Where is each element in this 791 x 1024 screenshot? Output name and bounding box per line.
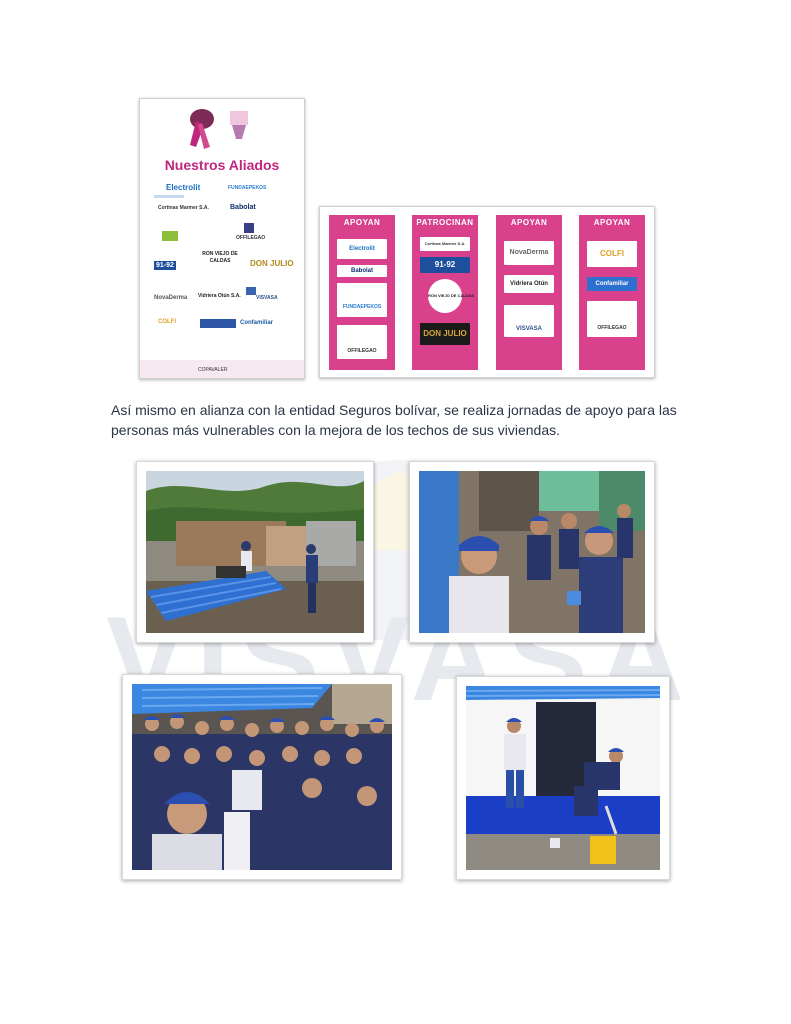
sponsor-logo: Babolat [337,265,387,277]
photo-volunteers-selfie [409,461,655,643]
logo-cortinas: Cortinas Marmer S.A. [158,205,209,211]
sponsor-logo: OFFILEGAO [587,301,637,337]
sponsor-logo: Vidriera Otún [504,275,554,293]
sponsor-column-header: APOYAN [593,218,631,227]
sponsor-column-header: APOYAN [343,218,381,227]
logo-babolat: Babolat [230,204,256,211]
sponsor-logo: RON VIEJO DE CALDAS [428,279,462,313]
sponsor-column-3 [496,215,562,370]
sponsor-banner [319,206,655,378]
sponsor-logo: FUNDAEPEKOS [337,283,387,317]
allies-poster [139,98,305,379]
watermark-text: VISVASA [106,592,694,726]
sponsor-column-2 [412,215,478,370]
sponsor-logo: Cortinas Marmer S.A. [420,237,470,251]
logo-fundaepekos: FUNDAEPEKOS [228,185,267,191]
painting-wall-image [466,686,660,870]
logo-electrolit: Electrolit [166,183,201,192]
sponsor-logo: VISVASA [504,305,554,337]
sponsor-column-4 [579,215,645,370]
poster-title: Nuestros Aliados [164,157,280,173]
group-volunteers-image [132,684,392,870]
sponsor-column-header: PATROCINAN [416,218,474,227]
sponsor-logo: DON JULIO [420,323,470,345]
sponsor-logo: Confamiliar [587,277,637,291]
logo-offilegao: OFFILEGAO [236,235,266,241]
sponsor-logo: 91-92 [420,257,470,273]
volunteers-selfie-image [419,471,645,633]
poster-footer-handle: COPAVALER [198,367,228,373]
photo-group-volunteers [122,674,402,880]
photo-painting-wall [456,676,670,880]
racket-ribbon-icon [180,105,260,155]
sponsor-logo: OFFILEGAO [337,325,387,359]
logo-confamiliar: Confamiliar [240,320,274,326]
sponsor-logo: Electrolit [337,239,387,259]
logo-don-julio: DON JULIO [250,259,294,268]
roof-installation-image [146,471,364,633]
body-paragraph: Así mismo en alianza con la entidad Seguros bolívar, se realiza jornadas de apoyo para las personas más vulnerables con la mejora de los techos de sus viviendas. [111,402,677,438]
logo-visvasa: VISVASA [256,295,278,301]
logo-colfi: COLFI [158,319,176,325]
sponsor-logo: COLFI [587,241,637,267]
sponsor-logo: NovaDerma [504,241,554,265]
logo-9192: 91-92 [156,262,174,269]
logo-ron-viejo-de-caldas: RON VIEJO DE CALDAS [202,251,238,264]
sponsor-column-1 [329,215,395,370]
logo-vidriera-otun: Vidriera Otún S.A. [198,293,241,299]
logo-novaderma: NovaDerma [154,295,188,301]
photo-roof-installation [136,461,374,643]
sponsor-column-header: APOYAN [510,218,548,227]
